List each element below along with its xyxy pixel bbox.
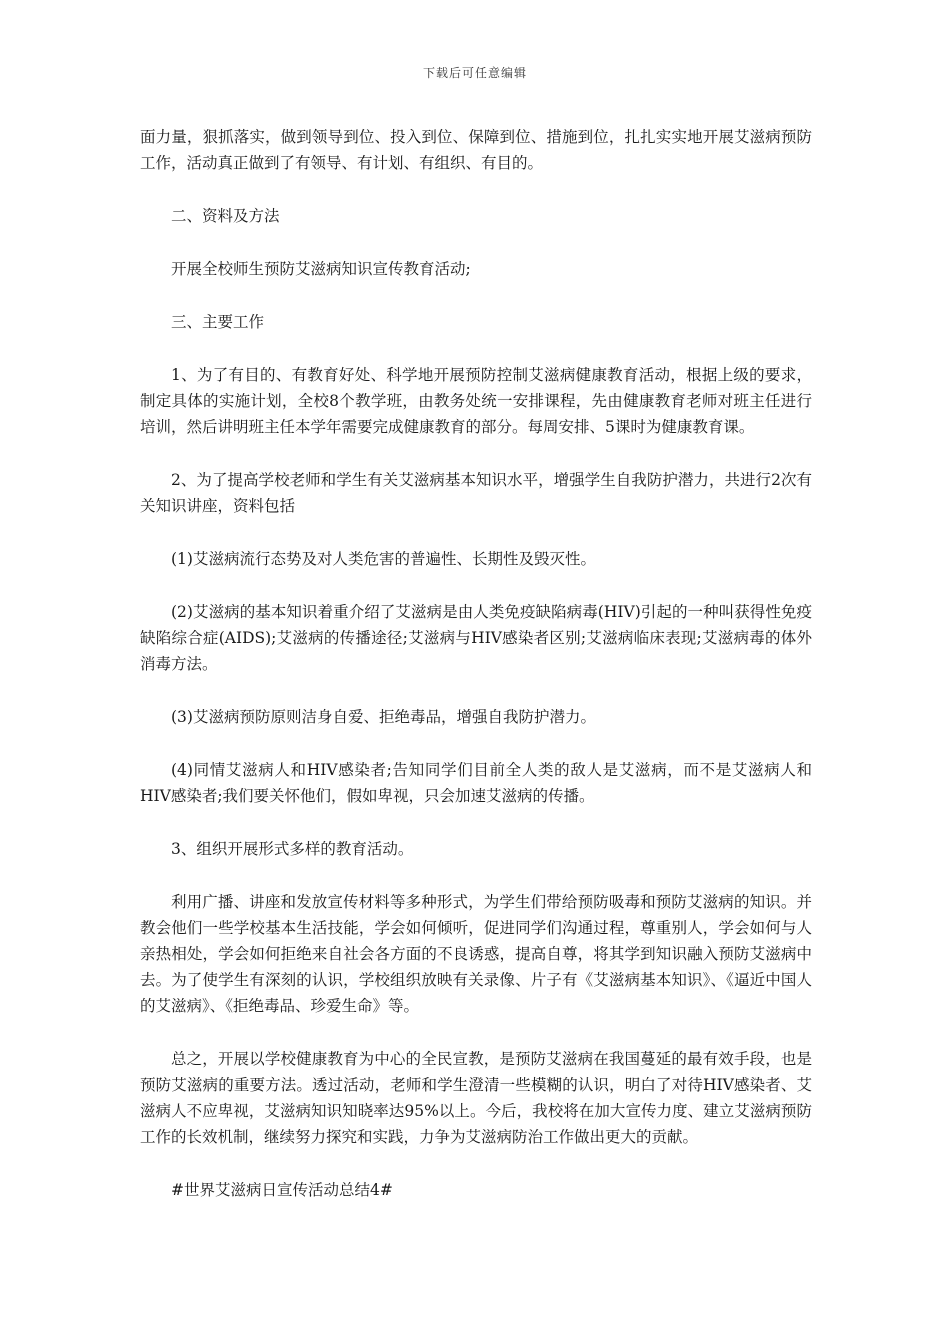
paragraph-item-2: 2、为了提高学校老师和学生有关艾滋病基本知识水平，增强学生自我防护潜力，共进行2次有关知识讲座，资料包括 <box>140 471 812 515</box>
paragraph-subitem-1: (1)艾滋病流行态势及对人类危害的普遍性、长期性及毁灭性。 <box>171 550 596 568</box>
paragraph-item-1: 1、为了有目的、有教育好处、科学地开展预防控制艾滋病健康教育活动，根据上级的要求，制定具体的实施计划，全校8个教学班，由教务处统一安排课程，先由健康教育老师对班主任进行培训，然后讲明班主任本学年需要完成健康教育的部分。每周安排、5课时为健康教育课。 <box>140 366 812 436</box>
paragraph-next-title: #世界艾滋病日宣传活动总结4# <box>171 1181 393 1199</box>
paragraph-subitem-3: (3)艾滋病预防原则洁身自爱、拒绝毒品，增强自我防护潜力。 <box>171 708 596 726</box>
paragraph-subitem-2: (2)艾滋病的基本知识着重介绍了艾滋病是由人类免疫缺陷病毒(HIV)引起的一种叫获得性免疫缺陷综合症(AIDS);艾滋病的传播途径;艾滋病与HIV感染者区别;艾滋病临床表现;艾滋病毒的体外消毒方法。 <box>140 603 812 673</box>
paragraph-activity-summary: 开展全校师生预防艾滋病知识宣传教育活动; <box>171 260 471 278</box>
paragraph-activities-detail: 利用广播、讲座和发放宣传材料等多种形式，为学生们带给预防吸毒和预防艾滋病的知识。并教会他们一些学校基本生活技能，学会如何倾听，促进同学们沟通过程，尊重别人，学会如何与人亲热相处，学会如何拒绝来自社会各方面的不良诱惑，提高自尊，将其学到知识融入预防艾滋病中去。为了使学生有深刻的认识，学校组织放映有关录像、片子有《艾滋病基本知识》、《逼近中国人的艾滋病》、《拒绝毒品、珍爱生命》等。 <box>140 893 812 1015</box>
paragraph-subitem-4: (4)同情艾滋病人和HIV感染者;告知同学们目前全人类的敌人是艾滋病，而不是艾滋病人和HIV感染者;我们要关怀他们，假如卑视，只会加速艾滋病的传播。 <box>140 761 812 805</box>
paragraph-conclusion: 总之，开展以学校健康教育为中心的全民宣教，是预防艾滋病在我国蔓延的最有效手段，也是预防艾滋病的重要方法。透过活动，老师和学生澄清一些模糊的认识，明白了对待HIV感染者、艾滋病人不应卑视，艾滋病知识知晓率达95%以上。今后，我校将在加大宣传力度、建立艾滋病预防工作的长效机制，继续努力探究和实践，力争为艾滋病防治工作做出更大的贡献。 <box>140 1050 812 1146</box>
section-heading-main-work: 三、主要工作 <box>171 313 265 331</box>
paragraph-continuation: 面力量，狠抓落实，做到领导到位、投入到位、保障到位、措施到位，扎扎实实地开展艾滋病预防工作，活动真正做到了有领导、有计划、有组织、有目的。 <box>140 128 812 172</box>
page-header: 下载后可任意编辑 <box>422 66 527 80</box>
section-heading-materials-methods: 二、资料及方法 <box>171 207 280 225</box>
paragraph-item-3: 3、组织开展形式多样的教育活动。 <box>171 840 414 858</box>
document-body <box>140 124 812 1230</box>
